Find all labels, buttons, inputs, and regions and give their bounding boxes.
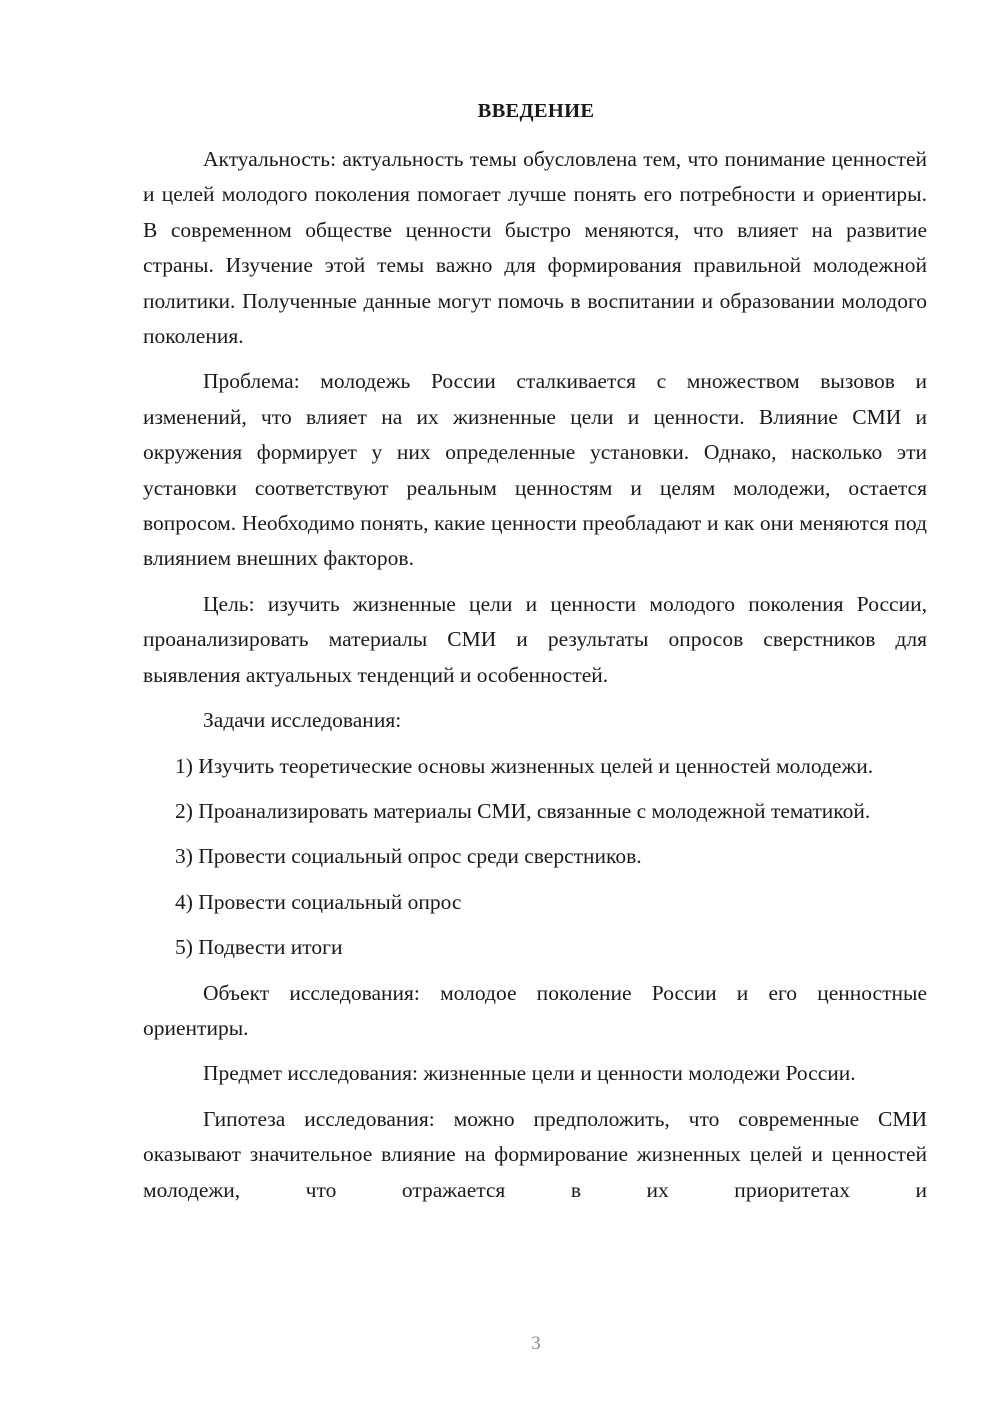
task-item-5: 5) Подвести итоги xyxy=(175,935,343,960)
paragraph-hypothesis: Гипотеза исследования: можно предположить, что современные СМИ оказывают значительное влияние на формирование жизненных целей и ценностей молодежи, что отражается в их приоритетах и xyxy=(143,1106,927,1202)
paragraph-subject: Предмет исследования: жизненные цели и ценности молодежи России. xyxy=(203,1061,856,1086)
page-content xyxy=(143,92,927,1218)
paragraph-tasks-heading: Задачи исследования: xyxy=(203,708,402,733)
paragraph-relevance: Актуальность: актуальность темы обусловлена тем, что понимание ценностей и целей молодого поколения помогает лучше понять его потребности и ориентиры. В современном обществе ценности быстро меняются, что влияет на развитие страны. Изучение этой темы важно для формирования правильной молодежной политики. Полученные данные могут помочь в воспитании и образовании молодого поколения. xyxy=(143,147,927,349)
paragraph-goal: Цель: изучить жизненные цели и ценности молодого поколения России, проанализировать материалы СМИ и результаты опросов сверстников для выявления актуальных тенденций и особенностей. xyxy=(143,591,927,687)
task-item-4: 4) Провести социальный опрос xyxy=(175,889,462,914)
paragraph-object: Объект исследования: молодое поколение России и его ценностные ориентиры. xyxy=(143,980,927,1040)
task-item-3: 3) Провести социальный опрос среди сверстников. xyxy=(175,844,642,869)
paragraph-problem: Проблема: молодежь России сталкивается с множеством вызовов и изменений, что влияет на их жизненные цели и ценности. Влияние СМИ и окружения формирует у них определенные установки. Однако, насколько эти установки соответствуют реальным ценностям и целям молодежи, остается вопросом. Необходимо понять, какие ценности преобладают и как они меняются под влиянием внешних факторов. xyxy=(143,369,927,571)
task-item-2: 2) Проанализировать материалы СМИ, связанные с молодежной тематикой. xyxy=(175,798,871,823)
task-item-1: 1) Изучить теоретические основы жизненных целей и ценностей молодежи. xyxy=(175,753,874,778)
section-title: ВВЕДЕНИЕ xyxy=(477,100,595,122)
page-number: 3 xyxy=(531,1333,541,1354)
